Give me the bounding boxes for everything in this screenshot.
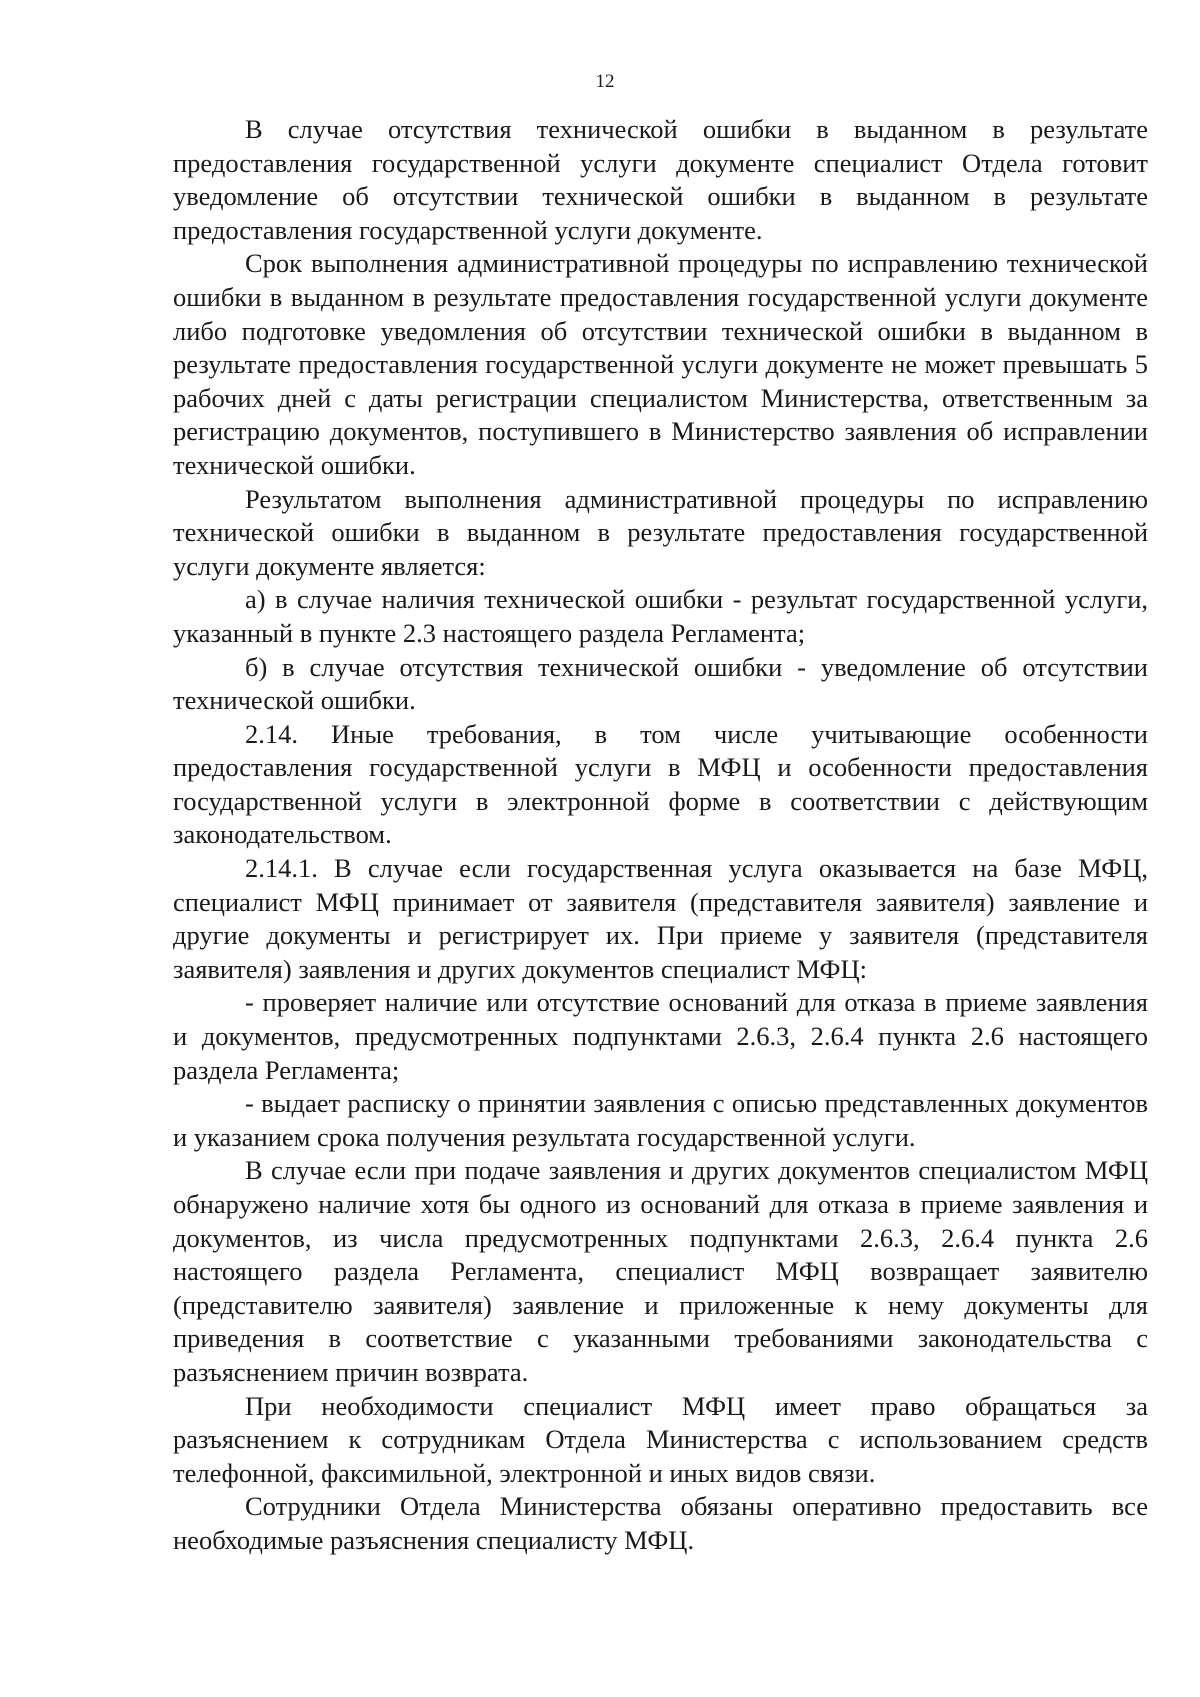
paragraph-procedure-result: Результатом выполнения административной процедуры по исправлению технической ошибки в выданном в результате предоставления государственной услуги документе является: (173, 483, 1148, 581)
paragraph-result-item-b: б) в случае отсутствия технической ошибки - уведомление об отсутствии технической ошибки. (173, 651, 1148, 716)
paragraph-check-grounds: - проверяет наличие или отсутствие оснований для отказа в приеме заявления и документов, предусмотренных подпунктами 2.6.3, 2.6.4 пункта 2.6 настоящего раздела Регламента; (173, 987, 1148, 1085)
paragraph-issue-receipt: - выдает расписку о принятии заявления с описью представленных документов и указанием срока получения результата государственной услуги. (173, 1088, 1148, 1152)
paragraph-result-item-a: а) в случае наличия технической ошибки - результат государственной услуги, указанный в пункте 2.3 настоящего раздела Регламента; (173, 584, 1148, 648)
paragraph-staff-obligation: Сотрудники Отдела Министерства обязаны оперативно предоставить все необходимые разъяснения специалисту МФЦ. (173, 1491, 1148, 1555)
paragraph-section-2-14: 2.14. Иные требования, в том числе учитывающие особенности предоставления государственной услуги в МФЦ и особенности предоставления государственной услуги в электронной форме в соответствии с действующим законодательством. (173, 718, 1148, 850)
document-body (173, 113, 1148, 1558)
page-number: 12 (595, 71, 615, 92)
paragraph-section-2-14-1: 2.14.1. В случае если государственная услуга оказывается на базе МФЦ, специалист МФЦ принимает от заявителя (представителя заявителя) заявление и другие документы и регистрирует их. При приеме у заявителя (представителя заявителя) заявления и других документов специалист МФЦ: (173, 853, 1148, 984)
paragraph-procedure-deadline: Срок выполнения административной процедуры по исправлению технической ошибки в выданном в результате предоставления государственной услуги документе либо подготовке уведомления об отсутствии технической ошибки в выданном в результате предоставления государственной услуги документе не может превышать 5 рабочих дней с даты регистрации специалистом Министерства, ответственным за регистрацию документов, поступившего в Министерство заявления об исправлении технической ошибки. (173, 248, 1148, 480)
paragraph-return-documents: В случае если при подаче заявления и других документов специалистом МФЦ обнаружено наличие хотя бы одного из оснований для отказа в приеме заявления и документов, из числа предусмотренных подпунктами 2.6.3, 2.6.4 пункта 2.6 настоящего раздела Регламента, специалист МФЦ возвращает заявителю (представителю заявителя) заявление и приложенные к нему документы для приведения в соответствие с указанными требованиями законодательства с разъяснением причин возврата. (173, 1155, 1148, 1387)
paragraph-request-clarification: При необходимости специалист МФЦ имеет право обращаться за разъяснением к сотрудникам Отдела Министерства с использованием средств телефонной, факсимильной, электронной и иных видов связи. (173, 1390, 1148, 1488)
paragraph-no-error-notice: В случае отсутствия технической ошибки в выданном в результате предоставления государственной услуги документе специалист Отдела готовит уведомление об отсутствии технической ошибки в выданном в результате предоставления государственной услуги документе. (173, 114, 1148, 245)
